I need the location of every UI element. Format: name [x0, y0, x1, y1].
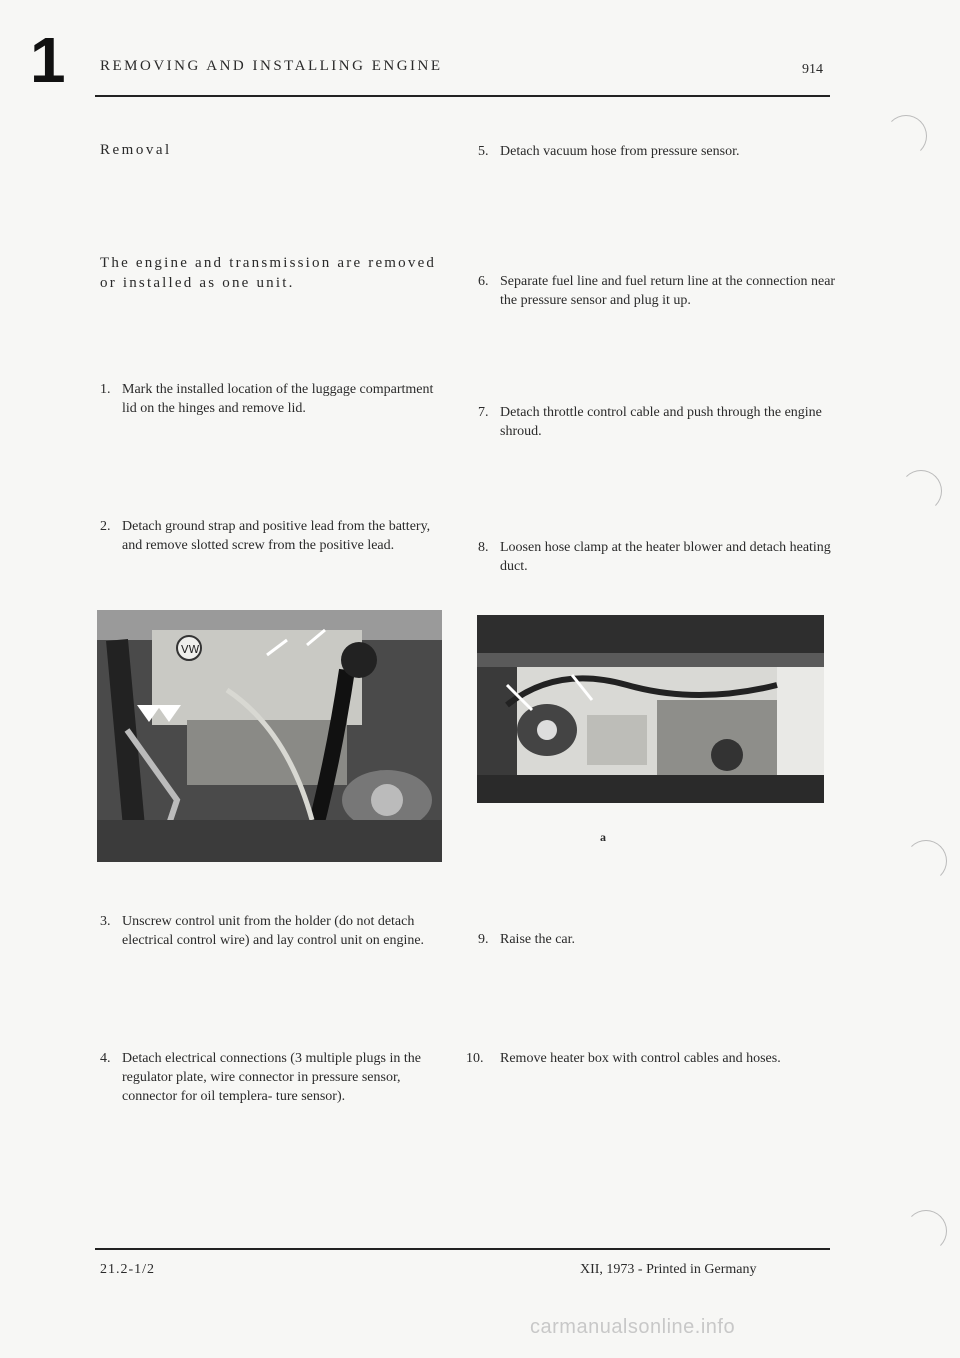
punch-hole-mark	[900, 470, 942, 512]
step-text: Loosen hose clamp at the heater blower and detach heating duct.	[500, 540, 831, 574]
step-text: Detach ground strap and positive lead from the battery, and remove slotted screw from the positive lead.	[122, 519, 431, 553]
step-4	[100, 1049, 450, 1106]
watermark: carmanualsonline.info	[530, 1316, 736, 1338]
step-10	[466, 1049, 838, 1068]
step-number: 5.	[478, 144, 489, 159]
photo-illustration	[97, 610, 442, 862]
step-number: 10.	[466, 1051, 484, 1066]
step-text: Remove heater box with control cables and hoses.	[500, 1051, 781, 1066]
step-text: Detach vacuum hose from pressure sensor.	[500, 144, 740, 159]
print-info: XII, 1973 - Printed in Germany	[580, 1262, 757, 1277]
punch-hole-mark	[885, 115, 927, 157]
step-number: 4.	[100, 1051, 111, 1066]
step-number: 3.	[100, 914, 111, 929]
step-text: Separate fuel line and fuel return line at the connection near the pressure sensor and plug it up.	[500, 274, 836, 308]
engine-bay-photo-right	[477, 615, 824, 803]
step-number: 8.	[478, 540, 489, 555]
footer-rule	[95, 1248, 830, 1250]
step-number: 9.	[478, 932, 489, 947]
step-8	[478, 538, 838, 576]
step-text: Raise the car.	[500, 932, 576, 947]
header-rule	[95, 95, 830, 97]
step-5	[478, 142, 838, 161]
step-2	[100, 517, 450, 555]
step-text: Detach throttle control cable and push through the engine shroud.	[500, 405, 822, 439]
step-text: Detach electrical connections (3 multiple plugs in the regulator plate, wire connector in pressure sensor, connector for oil templera- ture sensor).	[122, 1051, 421, 1104]
model-number: 914	[802, 62, 823, 77]
photo-illustration	[477, 615, 824, 803]
photo-mark: a	[600, 830, 606, 844]
section-heading: Removal	[100, 142, 172, 158]
step-text: Mark the installed location of the luggage compartment lid on the hinges and remove lid.	[122, 382, 434, 416]
step-number: 2.	[100, 519, 111, 534]
step-number: 6.	[478, 274, 489, 289]
step-text: Unscrew control unit from the holder (do not detach electrical control wire) and lay control unit on engine.	[122, 914, 425, 948]
step-3	[100, 912, 450, 950]
intro-paragraph: The engine and transmission are removed or installed as one unit.	[100, 255, 437, 291]
punch-hole-mark	[905, 840, 947, 882]
step-9	[478, 930, 838, 949]
step-number: 1.	[100, 382, 111, 397]
step-number: 7.	[478, 405, 489, 420]
punch-hole-mark	[905, 1210, 947, 1252]
svg-text:VW: VW	[181, 643, 200, 656]
section-number: 1	[30, 24, 66, 96]
step-1	[100, 380, 450, 418]
engine-bay-photo-left	[97, 610, 442, 862]
step-6	[478, 272, 838, 310]
step-7	[478, 403, 838, 441]
page-title: REMOVING AND INSTALLING ENGINE	[100, 58, 443, 74]
page-reference: 21.2-1/2	[100, 1262, 156, 1277]
